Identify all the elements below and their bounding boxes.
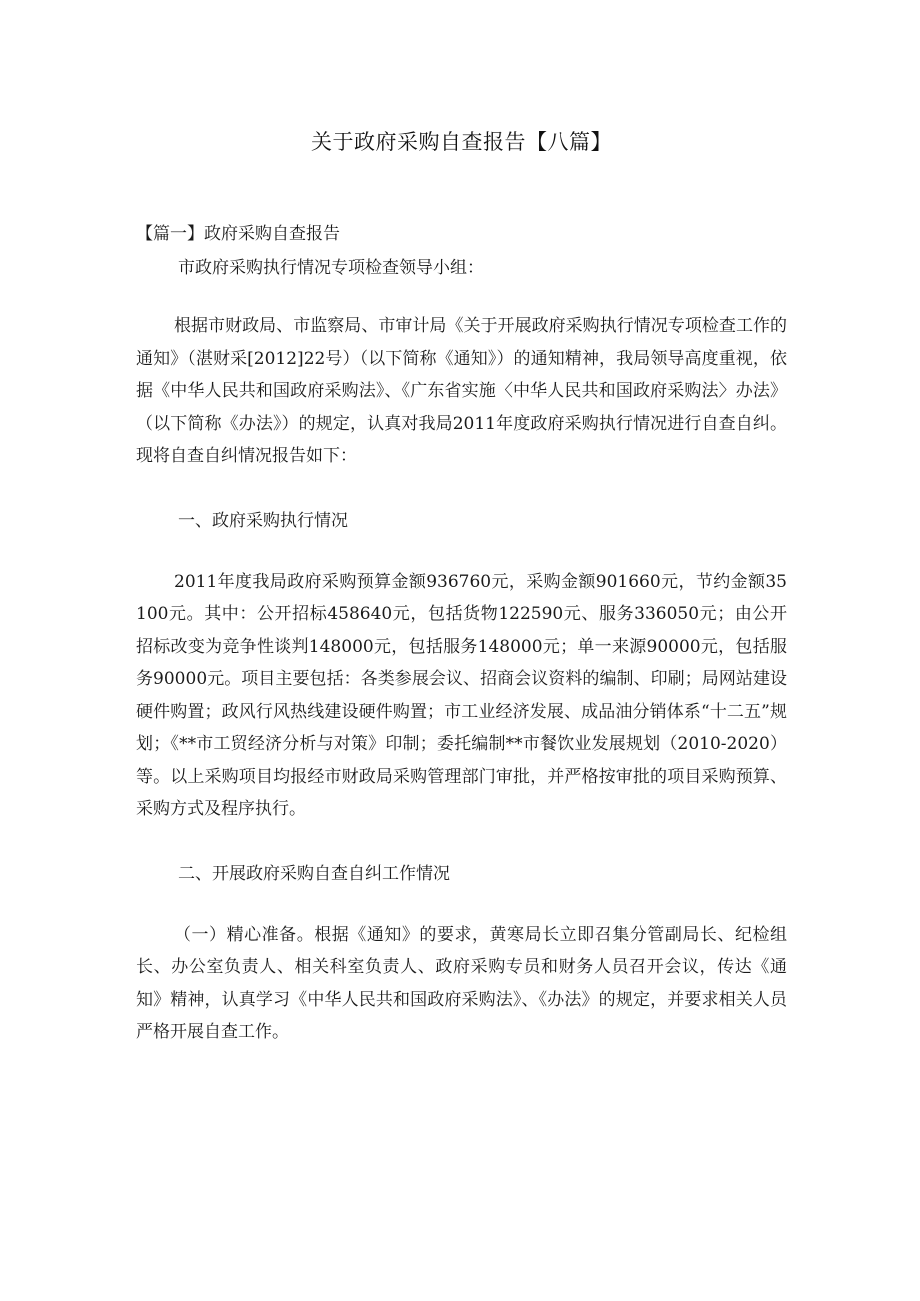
paragraph-budget: 2011年度我局政府采购预算金额936760元，采购金额901660元，节约金额35100元。其中：公开招标458640元，包括货物122590元、服务336050元；由公开招标改变为竞争性谈判148000元，包括服务148000元；单一来源90000元，包括服务90000元。项目主要包括：各类参展会议、招商会议资料的编制、印刷；局网站建设硬件购置；政风行风热线建设硬件购置；市工业经济发展、成品油分销体系“十二五”规划；《**市工贸经济分析与对策》印制；委托编制**市餐饮业发展规划（2010-2020）等。以上采购项目均报经市财政局采购管理部门审批，并严格按审批的项目采购预算、采购方式及程序执行。 bbox=[136, 571, 787, 819]
heading-self-check: 二、开展政府采购自查自纠工作情况 bbox=[178, 863, 450, 884]
paragraph-preparation: （一）精心准备。根据《通知》的要求，黄寒局长立即召集分管副局长、纪检组长、办公室负责人、相关科室负责人、政府采购专员和财务人员召开会议，传达《通知》精神，认真学习《中华人民共和国政府采购法》、《办法》的规定，并要求相关人员严格开展自查工作。 bbox=[136, 924, 787, 1042]
paragraph-basis: 根据市财政局、市监察局、市审计局《关于开展政府采购执行情况专项检查工作的通知》（湛财采[2012]22号）（以下简称《通知》）的通知精神，我局领导高度重视，依据《中华人民共和国政府采购法》、《广东省实施〈中华人民共和国政府采购法〉办法》（以下简称《办法》）的规定，认真对我局2011年度政府采购执行情况进行自查自纠。现将自查自纠情况报告如下： bbox=[136, 316, 787, 466]
section-heading: 【篇一】政府采购自查报告 bbox=[136, 224, 340, 244]
salutation: 市政府采购执行情况专项检查领导小组： bbox=[178, 258, 484, 278]
heading-execution: 一、政府采购执行情况 bbox=[178, 510, 348, 531]
document-title: 关于政府采购自查报告【八篇】 bbox=[311, 130, 612, 154]
